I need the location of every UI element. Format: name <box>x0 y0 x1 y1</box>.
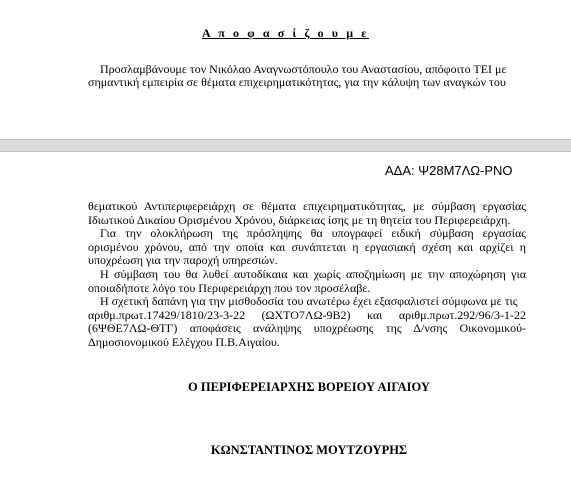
signature-name: ΚΩΝΣΤΑΝΤΙΝΟΣ ΜΟΥΤΖΟΥΡΗΣ <box>210 443 408 457</box>
hire-line-1: Προσλαμβάνουμε τον Νικόλαο Αναγνωστόπουλο του Αναστασίου, απόφοιτο ΤΕΙ με <box>100 62 507 76</box>
ref-code-a: (ΩΧΤΟ7ΛΩ-9Β2) <box>261 307 351 322</box>
signature-title: Ο ΠΕΡΙΦΕΡΕΙΑΡΧΗΣ ΒΟΡΕΙΟΥ ΑΙΓΑΙΟΥ <box>188 380 430 394</box>
decision-heading: Α π ο φ α σ ί ζ ο υ μ ε <box>202 26 369 40</box>
ref-number-a: αριθμ.πρωτ.17429/1810/23-3-22 <box>88 307 246 322</box>
decision-body <box>88 200 526 350</box>
paragraph-expense-refs <box>88 309 526 323</box>
paragraph-expense-line1: Η σχετική δαπάνη για την μισθοδοσία του ανωτέρω έχει εξασφαλιστεί σύμφωνα με τις <box>100 294 518 309</box>
ref-number-b: αριθμ.πρωτ.292/96/3-1-22 <box>398 307 526 322</box>
page-break <box>0 139 571 152</box>
hire-line-2: σημαντική εμπειρία σε θέματα επιχειρηματικότητας, για την κάλυψη των αναγκών του <box>88 75 506 89</box>
ref-and: και <box>366 307 383 322</box>
paragraph-contract: θεματικού Αντιπεριφερειάρχη σε θέματα επιχειρηματικότητας, με σύμβαση εργασίας Ιδιωτικού Δικαίου Ορισμένου Χρόνου, διάρκειας ίσης με τη θητεία του Περιφερειάρχη. <box>88 199 526 227</box>
paragraph-signing: Για την ολοκλήρωση της πρόσληψης θα υπογραφεί ειδική σύμβαση εργασίας ορισμένου χρόνου, από την οποία και συνάπτεται η εργασιακή σχέση και αρχίζει η υποχρέωση για την παροχή υπηρεσιών. <box>88 226 526 268</box>
ada-code: ΑΔΑ: Ψ28Μ7ΛΩ-ΡΝΟ <box>385 163 513 178</box>
paragraph-expense-rest: (6ΨΘΕ7ΛΩ-ΘΤΓ) αποφάσεις ανάληψης υποχρέωσης της Δ/νσης Οικονομικού-Δημοσιονομικού Ελέγχου Π.Β.Αιγαίου. <box>88 321 526 349</box>
paragraph-termination: Η σύμβαση του θα λυθεί αυτοδίκαια και χωρίς αποζημίωση με την αποχώρηση για οποιαδήποτε λόγο του Περιφερειάρχη που τον προσέλαβε. <box>88 266 526 295</box>
